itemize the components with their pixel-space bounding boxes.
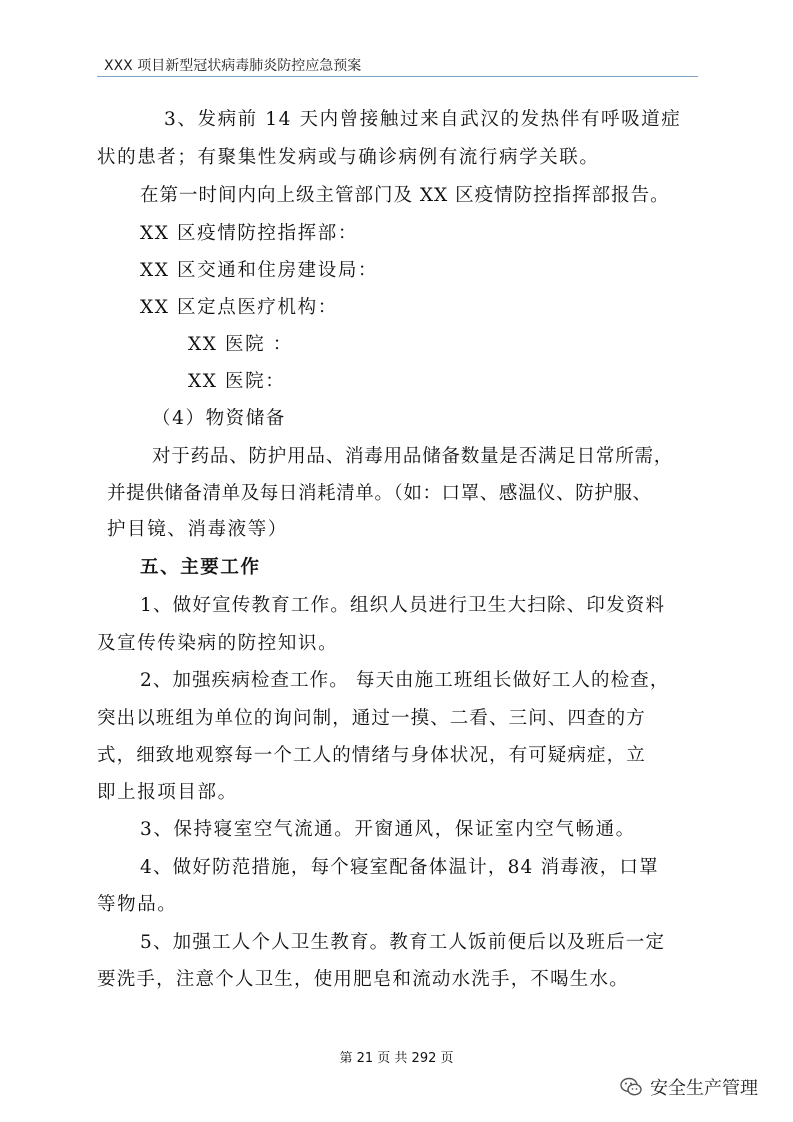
contact-line: XX 区定点医疗机构：: [140, 297, 338, 318]
paragraph-line: 3、保持寝室空气流通。开窗通风，保证室内空气畅通。: [140, 819, 636, 840]
contact-line: XX 区疫情防控指挥部：: [140, 223, 358, 244]
section-heading: 五、主要工作: [140, 557, 261, 578]
paragraph-line: 即上报项目部。: [97, 782, 238, 803]
paragraph-line: 状的患者；有聚集性发病或与确诊病例有流行病学关联。: [97, 147, 600, 168]
paragraph-line: 式，细致地观察每一个工人的情绪与身体状况，有可疑病症，立: [97, 745, 646, 766]
contact-line: XX 区交通和住房建设局：: [140, 260, 379, 281]
paragraph-line: 4、做好防范措施，每个寝室配备体温计，84 消毒液，口罩: [140, 857, 659, 878]
paragraph-line: 1、做好宣传教育工作。组织人员进行卫生大扫除、印发资料: [140, 595, 666, 616]
paragraph-line: 2、加强疾病检查工作。 每天由施工班组长做好工人的检查，: [140, 670, 670, 691]
paragraph-line: 及宣传传染病的防控知识。: [97, 633, 339, 654]
watermark: [620, 1074, 758, 1100]
watermark-text: 安全生产管理: [650, 1078, 758, 1099]
paragraph-line: 3、发病前 14 天内曾接触过来自武汉的发热伴有呼吸道症: [164, 109, 682, 130]
header-rule: [97, 76, 698, 77]
paragraph-line: 护目镜、消毒液等）: [107, 519, 288, 540]
section-subheading: （4）物资储备: [152, 408, 286, 429]
paragraph-line: 突出以班组为单位的询问制，通过一摸、二看、三问、四查的方: [97, 708, 646, 729]
page-number: 第 21 页 共 292 页: [339, 1051, 454, 1066]
paragraph-line: 等物品。: [97, 894, 178, 915]
contact-line: XX 医院：: [188, 371, 286, 392]
paragraph-line: 5、加强工人个人卫生教育。教育工人饭前便后以及班后一定: [140, 932, 666, 953]
paragraph-line: 在第一时间内向上级主管部门及 XX 区疫情防控指挥部报告。: [140, 185, 670, 206]
paragraph-line: 并提供储备清单及每日消耗清单。（如：口罩、感温仪、防护服、: [107, 483, 652, 504]
document-header: XXX 项目新型冠状病毒肺炎防控应急预案: [104, 58, 362, 74]
paragraph-line: 对于药品、防护用品、消毒用品储备数量是否满足日常所需，: [152, 446, 674, 467]
wechat-icon: [620, 1077, 642, 1097]
contact-line: XX 医院 ：: [188, 334, 293, 355]
paragraph-line: 要洗手，注意个人卫生，使用肥皂和流动水洗手，不喝生水。: [97, 969, 629, 990]
